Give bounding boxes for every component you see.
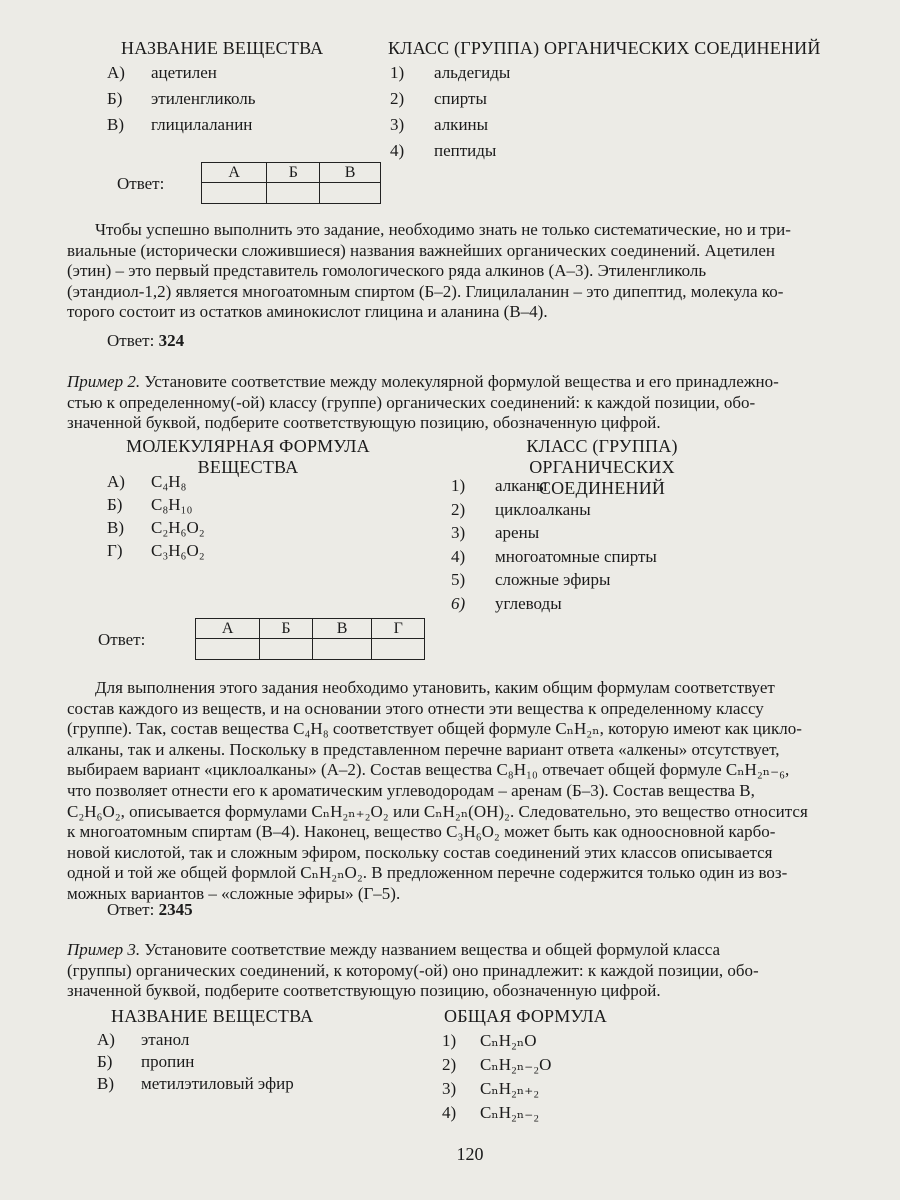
- page-number: 120: [456, 1144, 484, 1164]
- ex3-left-list: [97, 1029, 397, 1095]
- ex1-right-header: КЛАСС (ГРУППА) ОРГАНИЧЕСКИХ СОЕДИНЕНИЙ: [388, 38, 821, 58]
- ex1-answer-label: Ответ:: [117, 174, 165, 193]
- list-item: А) C₄H₈: [107, 472, 187, 491]
- list-item: Г) C₃H₆O₂: [107, 541, 205, 560]
- list-item: 3) CₙH₂ₙ₊₂: [442, 1079, 540, 1098]
- answer-cell[interactable]: [202, 183, 267, 204]
- answer-col-header: Б: [267, 163, 320, 183]
- ex1-result: Ответ: 324: [107, 331, 185, 350]
- ex1-explanation: Чтобы успешно выполнить это задание, необходимо знать не только систематические, но и три- виальные (исторически сложившиеся) названия важнейших органических соединений. Ацетилен (этин) – это первый представитель гомологического ряда алкинов (А–3). Этиленгликоль (этандиол-1,2) является многоатомным спиртом (Б–2). Глицилаланин – это дипептид, молекула ко- торого состоит из остатков аминокислот глицина и аланина (В–4).: [67, 220, 791, 322]
- answer-col-header: В: [312, 619, 372, 639]
- list-item: 2) CₙH₂ₙ₋₂O: [442, 1055, 552, 1074]
- answer-col-header: В: [320, 163, 381, 183]
- ex1-left-header: НАЗВАНИЕ ВЕЩЕСТВА: [121, 38, 324, 58]
- ex2-answer-table: [195, 618, 425, 660]
- ex2-right-list: [451, 474, 771, 616]
- ex3-intro: Пример 3. Установите соответствие между названием вещества и общей формулой класса (группы) органических соединений, к которому(-ой) оно принадлежит: к каждой позиции, обо- значенной буквой, подберите соответствующую позицию, обозначенную цифрой.: [67, 940, 759, 1001]
- ex2-left-list: [107, 470, 347, 562]
- answer-cell[interactable]: [372, 639, 425, 660]
- answer-cell[interactable]: [196, 639, 260, 660]
- answer-col-header: А: [202, 163, 267, 183]
- ex3-right-list: [442, 1029, 702, 1125]
- answer-col-header: Б: [260, 619, 312, 639]
- list-item: 4) CₙH₂ₙ₋₂: [442, 1103, 540, 1122]
- list-item: А) этанол: [97, 1030, 190, 1049]
- ex1-answer-table: [201, 162, 381, 204]
- list-item: Б) C₈H₁₀: [107, 495, 193, 514]
- list-item: 3) арены: [451, 523, 540, 543]
- list-item: Б) пропин: [97, 1052, 195, 1071]
- answer-cell[interactable]: [267, 183, 320, 204]
- ex3-left-header: НАЗВАНИЕ ВЕЩЕСТВА: [111, 1006, 314, 1026]
- ex2-explanation: Для выполнения этого задания необходимо утановить, каким общим формулам соответствует состав каждого из веществ, и на основании этого отнести эти вещества к определенному классу (группе). Так, состав вещества C₄H₈ соответствует общей формуле CₙH₂ₙ, которую имеют как цикло- алканы, так и алкены. Поскольку в представленном перечне вариант ответа «алкены» отсутствует, выбираем вариант «циклоалканы» (А–2). Состав вещества C₈H₁₀ отвечает общей формуле CₙH₂ₙ₋₆, что позволяет отнести его к ароматическим углеводородам – аренам (Б–3). Состав вещества В, C₂H₆O₂, описывается формулами CₙH₂ₙ₊₂O₂ или CₙH₂ₙ(OH)₂. Следовательно, это вещество относится к многоатомным спиртам (В–4). Наконец, вещество C₃H₆O₂ может быть как одноосновной карбо- новой кислотой, так и сложным эфиром, поскольку состав соединений этих классов описывается одной и той же общей формлой CₙH₂ₙO₂. В предложенном перечне содержится только один из воз- можных вариантов – «сложные эфиры» (Г–5).: [67, 678, 808, 903]
- answer-cell[interactable]: [312, 639, 372, 660]
- list-item: В) метилэтиловый эфир: [97, 1074, 294, 1093]
- list-item: 6) углеводы: [451, 593, 562, 613]
- list-item: А) ацетилен: [107, 63, 217, 82]
- list-item: 1) CₙH₂ₙO: [442, 1031, 537, 1050]
- list-item: Б) этиленгликоль: [107, 89, 256, 108]
- list-item: 5) сложные эфиры: [451, 570, 611, 590]
- ex2-left-header: МОЛЕКУЛЯРНАЯ ФОРМУЛА ВЕЩЕСТВА: [126, 436, 370, 477]
- list-item: В) глицилаланин: [107, 115, 253, 134]
- list-item: В) C₂H₆O₂: [107, 518, 205, 537]
- list-item: 4) пептиды: [390, 141, 497, 160]
- list-item: 1) альдегиды: [390, 63, 511, 82]
- ex2-answer-label: Ответ:: [98, 630, 146, 649]
- list-item: 4) многоатомные спирты: [451, 546, 657, 566]
- ex2-result: Ответ: 2345: [107, 900, 193, 919]
- ex3-right-header: ОБЩАЯ ФОРМУЛА: [444, 1006, 607, 1026]
- list-item: 2) циклоалканы: [451, 499, 591, 519]
- answer-col-header: А: [196, 619, 260, 639]
- ex2-right-header: КЛАСС (ГРУППА) ОРГАНИЧЕСКИХ СОЕДИНЕНИЙ: [526, 436, 678, 498]
- ex2-intro: Пример 2. Установите соответствие между молекулярной формулой вещества и его принадлежно- стью к определенному(-ой) классу (группе) органических соединений: к каждой позиции, обо- значенной буквой, подберите соответствующую позицию, обозначенную цифрой.: [67, 372, 779, 433]
- list-item: 3) алкины: [390, 115, 489, 134]
- answer-cell[interactable]: [320, 183, 381, 204]
- ex1-right-list: [390, 60, 690, 164]
- answer-cell[interactable]: [260, 639, 312, 660]
- ex1-left-list: [107, 60, 367, 138]
- list-item: 2) спирты: [390, 89, 487, 108]
- list-item: 1) алканы: [451, 476, 548, 495]
- answer-col-header: Г: [372, 619, 425, 639]
